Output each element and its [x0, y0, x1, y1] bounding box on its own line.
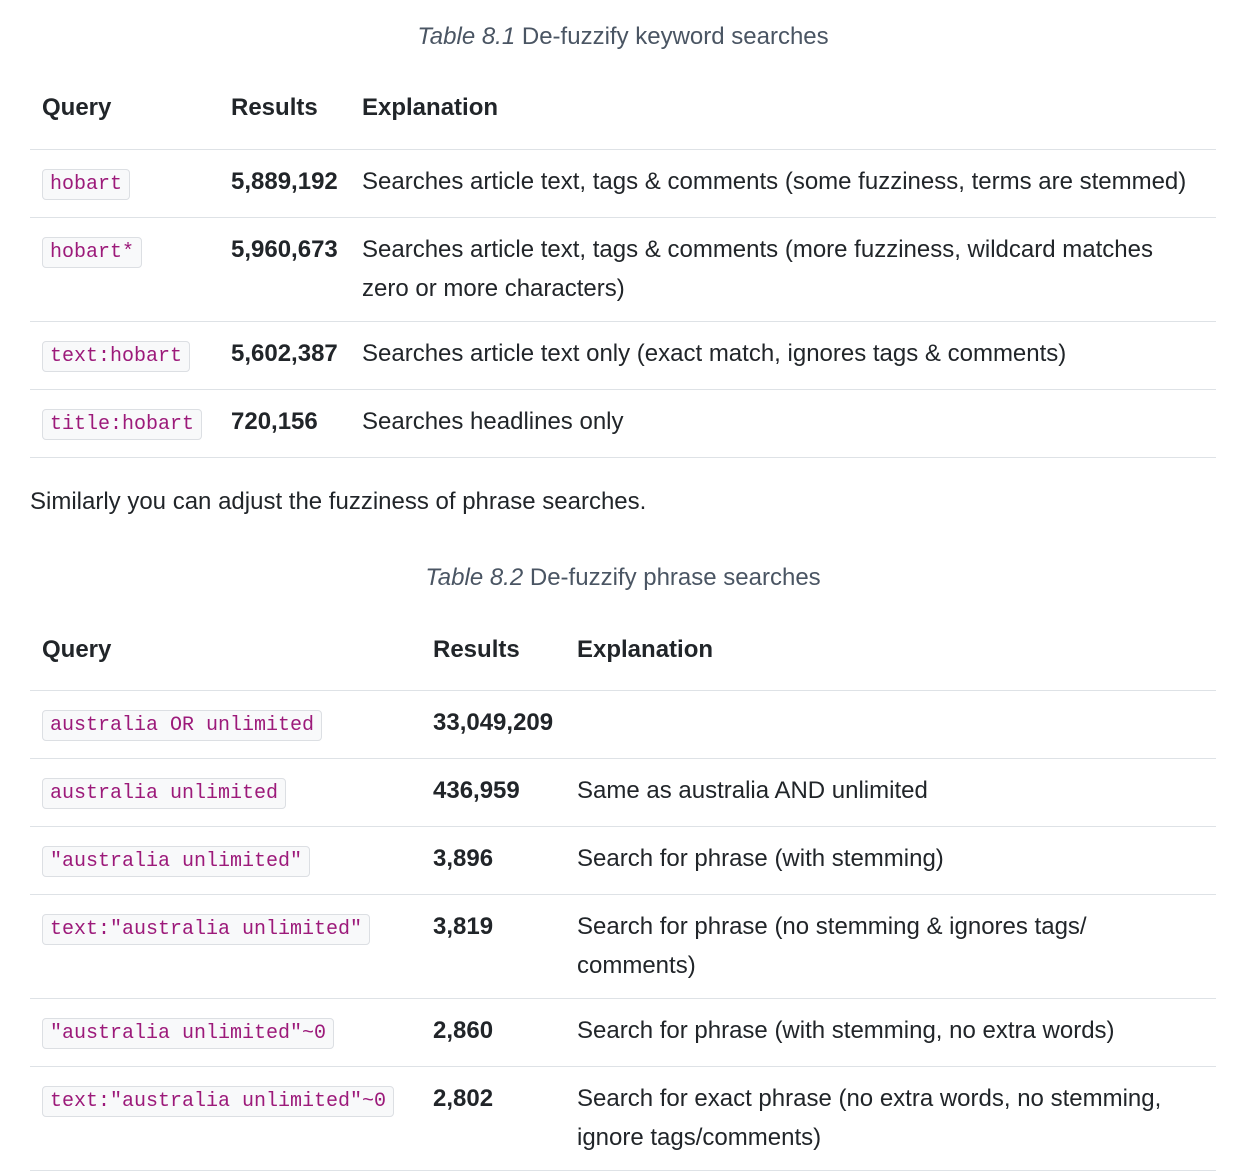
- table-row: [30, 321, 1216, 389]
- caption-text: De-fuzzify keyword searches: [521, 23, 829, 50]
- query-code: australia OR unlimited: [42, 710, 322, 741]
- caption-label: Table 8.1: [417, 23, 516, 50]
- table-row: [30, 894, 1216, 998]
- results-cell: 720,156: [219, 389, 350, 457]
- table-caption-1: [30, 0, 1216, 51]
- query-cell: [30, 690, 421, 758]
- query-cell: [30, 826, 421, 894]
- header-query: Query: [30, 68, 219, 149]
- table-row: [30, 690, 1216, 758]
- query-code: text:hobart: [42, 341, 190, 372]
- query-code: text:"australia unlimited"~0: [42, 1086, 394, 1117]
- header-explanation: Explanation: [350, 68, 1216, 149]
- query-code: text:"australia unlimited": [42, 914, 370, 945]
- query-code: hobart*: [42, 237, 142, 268]
- query-cell: [30, 1066, 421, 1170]
- query-code: australia unlimited: [42, 778, 286, 809]
- header-query: Query: [30, 610, 421, 691]
- header-results: Results: [219, 68, 350, 149]
- results-cell: 436,959: [421, 758, 565, 826]
- query-cell: [30, 149, 219, 217]
- explanation-cell: Search for phrase (no stemming & ignores tags/ comments): [565, 894, 1216, 998]
- explanation-cell: Searches headlines only: [350, 389, 1216, 457]
- query-cell: [30, 389, 219, 457]
- explanation-cell: [565, 690, 1216, 758]
- table-row: [30, 149, 1216, 217]
- table-row: [30, 217, 1216, 321]
- table-header-row: [30, 68, 1216, 149]
- query-code: "australia unlimited"~0: [42, 1018, 334, 1049]
- explanation-cell: Search for phrase (with stemming): [565, 826, 1216, 894]
- table-row: [30, 389, 1216, 457]
- results-cell: 3,896: [421, 826, 565, 894]
- results-cell: 5,889,192: [219, 149, 350, 217]
- table-row: [30, 758, 1216, 826]
- explanation-cell: Searches article text, tags & comments (some fuzziness, terms are stemmed): [350, 149, 1216, 217]
- results-cell: 5,960,673: [219, 217, 350, 321]
- results-cell: 2,860: [421, 998, 565, 1066]
- results-cell: 33,049,209: [421, 690, 565, 758]
- explanation-cell: Same as australia AND unlimited: [565, 758, 1216, 826]
- table-row: [30, 998, 1216, 1066]
- keyword-search-table: [30, 68, 1216, 458]
- phrase-search-table: [30, 610, 1216, 1171]
- results-cell: 2,802: [421, 1066, 565, 1170]
- explanation-cell: Searches article text only (exact match, ignores tags & comments): [350, 321, 1216, 389]
- body-paragraph: Similarly you can adjust the fuzziness of phrase searches.: [30, 487, 647, 515]
- table-header-row: [30, 610, 1216, 691]
- query-code: "australia unlimited": [42, 846, 310, 877]
- header-explanation: Explanation: [565, 610, 1216, 691]
- query-code: title:hobart: [42, 409, 202, 440]
- explanation-cell: Searches article text, tags & comments (more fuzziness, wildcard matches zero or more characters): [350, 217, 1216, 321]
- table-caption-2: [30, 564, 1216, 592]
- query-cell: [30, 217, 219, 321]
- caption-label: Table 8.2: [425, 563, 524, 591]
- query-cell: [30, 894, 421, 998]
- header-results: Results: [421, 610, 565, 691]
- query-cell: [30, 758, 421, 826]
- query-code: hobart: [42, 169, 130, 200]
- results-cell: 5,602,387: [219, 321, 350, 389]
- results-cell: 3,819: [421, 894, 565, 998]
- table-row: [30, 1066, 1216, 1170]
- caption-text: De-fuzzify phrase searches: [529, 563, 821, 591]
- table-row: [30, 826, 1216, 894]
- explanation-cell: Search for exact phrase (no extra words, no stemming, ignore tags/comments): [565, 1066, 1216, 1170]
- query-cell: [30, 998, 421, 1066]
- query-cell: [30, 321, 219, 389]
- explanation-cell: Search for phrase (with stemming, no extra words): [565, 998, 1216, 1066]
